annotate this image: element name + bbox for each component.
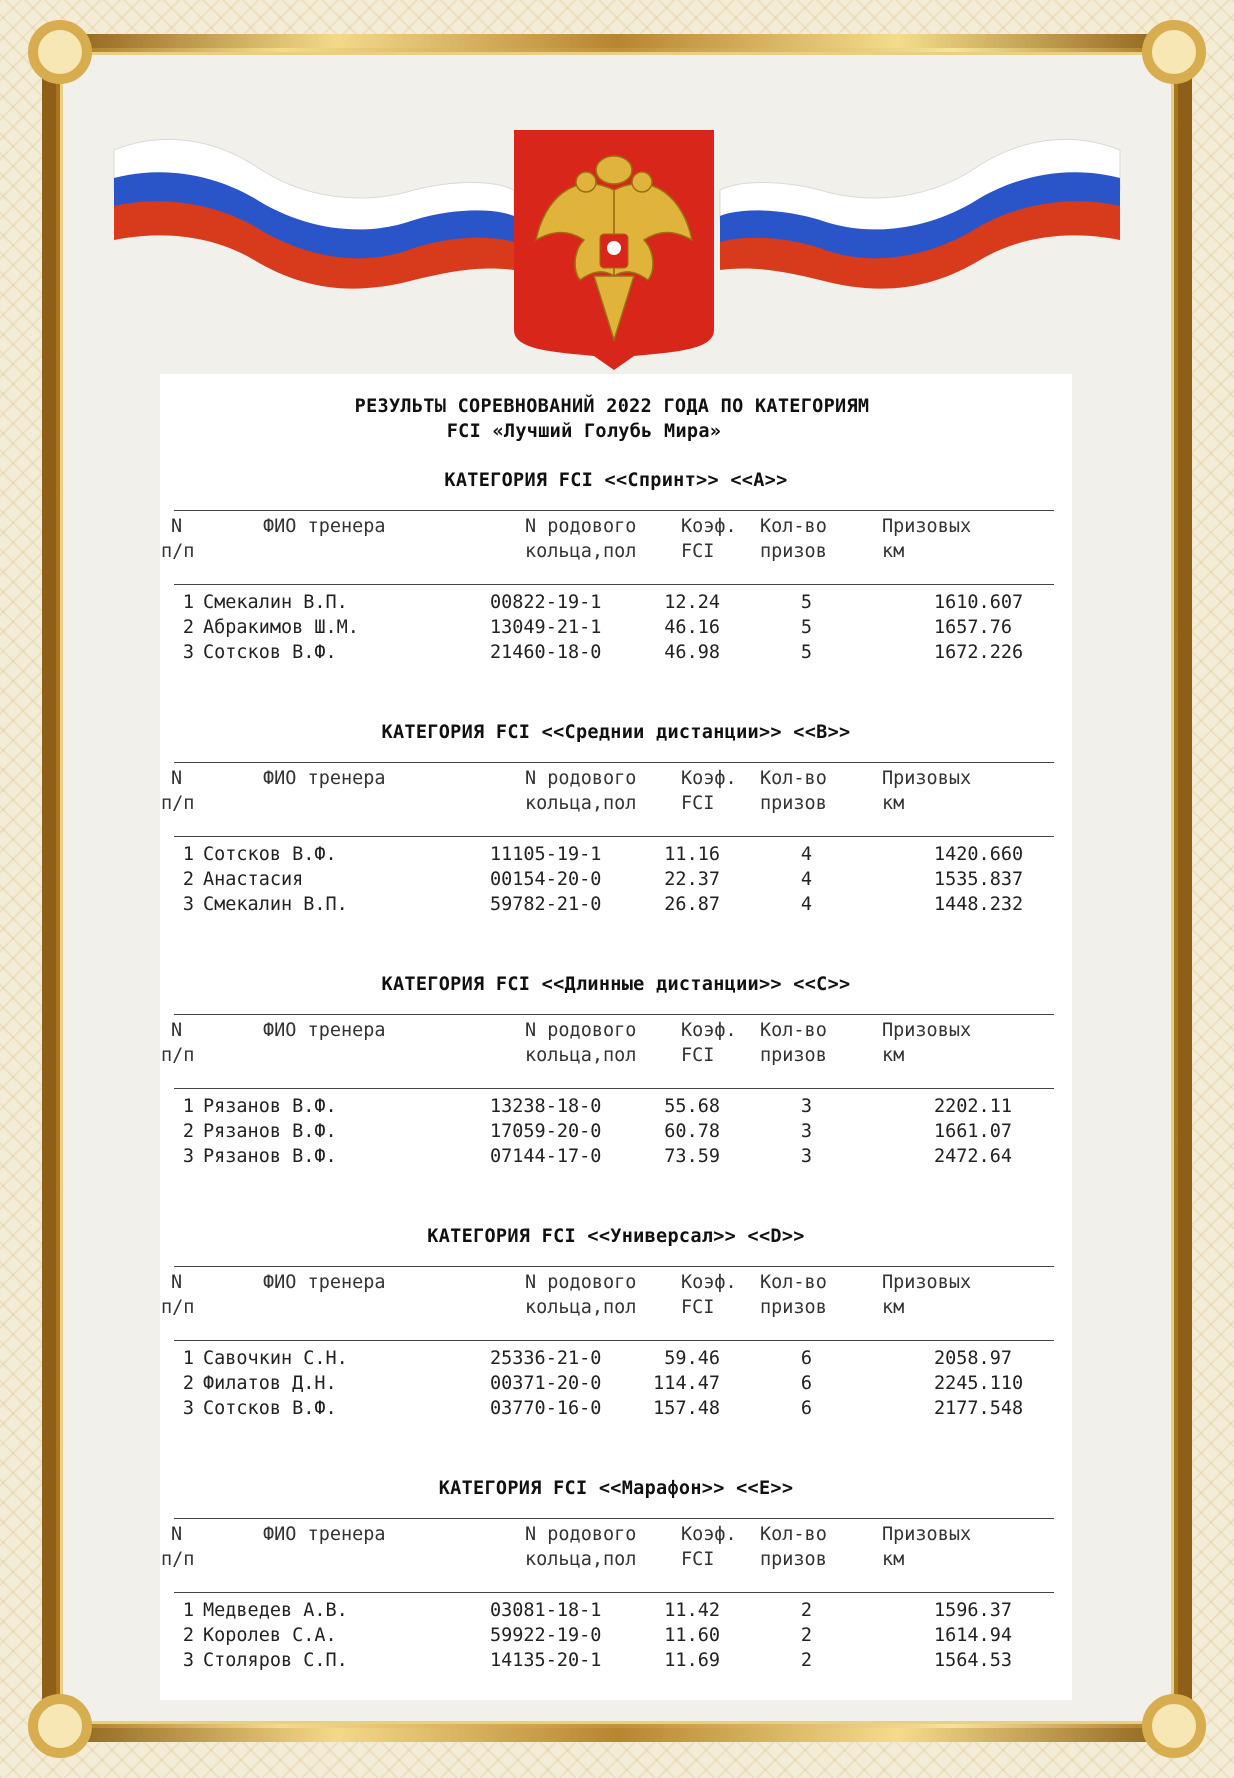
cell-name: Савочкин С.Н. — [203, 1348, 348, 1369]
cell-ring: 11105-19-1 — [490, 844, 602, 865]
category-section — [160, 1478, 1072, 1708]
cell-n: 3 — [182, 1146, 194, 1167]
column-header: кольца,пол — [525, 541, 637, 562]
cell-ring: 07144-17-0 — [490, 1146, 602, 1167]
cell-km: 1657.76 — [934, 617, 1012, 638]
table-rule — [174, 1518, 1054, 1519]
cell-prizes: 5 — [800, 592, 812, 613]
cell-prizes: 2 — [800, 1650, 812, 1671]
cell-coef: 22.37 — [664, 869, 720, 890]
table-rule — [174, 1340, 1054, 1341]
cell-ring: 25336-21-0 — [490, 1348, 602, 1369]
cell-prizes: 3 — [800, 1146, 812, 1167]
cell-n: 3 — [182, 1398, 194, 1419]
cell-n: 3 — [182, 642, 194, 663]
cell-n: 2 — [182, 1373, 194, 1394]
cell-coef: 11.60 — [664, 1625, 720, 1646]
column-header: N родового — [525, 1020, 637, 1041]
document-subtitle: FCI «Лучший Голубь Мира» — [446, 421, 722, 442]
cell-prizes: 3 — [800, 1096, 812, 1117]
cell-km: 1448.232 — [934, 894, 1024, 915]
category-title: КАТЕГОРИЯ FCI <<Марафон>> <<E>> — [438, 1478, 794, 1499]
column-header: км — [882, 1045, 905, 1066]
cell-km: 1535.837 — [934, 869, 1024, 890]
column-header: Кол-во — [760, 1272, 827, 1293]
cell-prizes: 6 — [800, 1398, 812, 1419]
cell-name: Столяров С.П. — [203, 1650, 348, 1671]
cell-ring: 13238-18-0 — [490, 1096, 602, 1117]
cell-name: Сотсков В.Ф. — [203, 642, 337, 663]
column-header: N родового — [525, 516, 637, 537]
cell-km: 2202.11 — [934, 1096, 1012, 1117]
cell-ring: 59782-21-0 — [490, 894, 602, 915]
column-header: N — [171, 1524, 183, 1545]
column-header: Коэф. — [681, 768, 737, 789]
column-header: Призовых — [882, 1272, 972, 1293]
cell-coef: 59.46 — [664, 1348, 720, 1369]
cell-n: 3 — [182, 1650, 194, 1671]
cell-km: 1614.94 — [934, 1625, 1012, 1646]
column-header: п/п — [161, 793, 195, 814]
cell-coef: 46.98 — [664, 642, 720, 663]
cell-ring: 59922-19-0 — [490, 1625, 602, 1646]
column-header: кольца,пол — [525, 1297, 637, 1318]
russian-flag-ribbon-right — [710, 120, 1130, 300]
cell-km: 2177.548 — [934, 1398, 1024, 1419]
cell-ring: 17059-20-0 — [490, 1121, 602, 1142]
cell-n: 2 — [182, 1121, 194, 1142]
cell-n: 1 — [182, 844, 194, 865]
column-header: Призовых — [882, 516, 972, 537]
cell-name: Анастасия — [203, 869, 304, 890]
cell-name: Королев С.А. — [203, 1625, 337, 1646]
column-header: Призовых — [882, 1020, 972, 1041]
cell-n: 1 — [182, 1348, 194, 1369]
column-header: Кол-во — [760, 516, 827, 537]
cell-n: 2 — [182, 869, 194, 890]
column-header: Коэф. — [681, 1020, 737, 1041]
cell-coef: 26.87 — [664, 894, 720, 915]
cell-km: 2472.64 — [934, 1146, 1012, 1167]
cell-km: 1661.07 — [934, 1121, 1012, 1142]
cell-prizes: 6 — [800, 1348, 812, 1369]
cell-prizes: 5 — [800, 642, 812, 663]
column-header: Призовых — [882, 768, 972, 789]
category-section — [160, 1226, 1072, 1456]
column-header: ФИО тренера — [263, 1524, 386, 1545]
cell-ring: 03770-16-0 — [490, 1398, 602, 1419]
table-rule — [174, 836, 1054, 837]
column-header: ФИО тренера — [263, 1272, 386, 1293]
cell-name: Сотсков В.Ф. — [203, 1398, 337, 1419]
russian-flag-ribbon-left — [104, 120, 524, 300]
cell-n: 1 — [182, 592, 194, 613]
frame-corner-ornament — [1142, 1694, 1206, 1758]
cell-ring: 03081-18-1 — [490, 1600, 602, 1621]
cell-name: Рязанов В.Ф. — [203, 1096, 337, 1117]
cell-prizes: 3 — [800, 1121, 812, 1142]
column-header: N — [171, 1020, 183, 1041]
cell-name: Смекалин В.П. — [203, 592, 348, 613]
table-rule — [174, 762, 1054, 763]
cell-prizes: 2 — [800, 1600, 812, 1621]
cell-km: 1610.607 — [934, 592, 1024, 613]
column-header: ФИО тренера — [263, 516, 386, 537]
cell-name: Рязанов В.Ф. — [203, 1146, 337, 1167]
cell-km: 1564.53 — [934, 1650, 1012, 1671]
frame-corner-ornament — [28, 20, 92, 84]
column-header: FCI — [681, 1045, 715, 1066]
column-header: км — [882, 1297, 905, 1318]
column-header: Кол-во — [760, 1020, 827, 1041]
document-title: РЕЗУЛЬТЫ СОРЕВНОВАНИЙ 2022 ГОДА ПО КАТЕГОРИЯМ — [354, 396, 870, 417]
column-header: Призовых — [882, 1524, 972, 1545]
column-header: п/п — [161, 1549, 195, 1570]
column-header: км — [882, 793, 905, 814]
cell-name: Рязанов В.Ф. — [203, 1121, 337, 1142]
cell-ring: 14135-20-1 — [490, 1650, 602, 1671]
table-rule — [174, 1592, 1054, 1593]
cell-coef: 46.16 — [664, 617, 720, 638]
column-header: призов — [760, 1297, 827, 1318]
results-document — [160, 374, 1072, 1700]
cell-name: Медведев А.В. — [203, 1600, 348, 1621]
frame-corner-ornament — [1142, 20, 1206, 84]
column-header: FCI — [681, 541, 715, 562]
cell-name: Абракимов Ш.М. — [203, 617, 359, 638]
cell-coef: 157.48 — [653, 1398, 720, 1419]
table-rule — [174, 1266, 1054, 1267]
column-header: FCI — [681, 793, 715, 814]
cell-km: 2058.97 — [934, 1348, 1012, 1369]
column-header: N родового — [525, 1272, 637, 1293]
column-header: км — [882, 541, 905, 562]
column-header: кольца,пол — [525, 793, 637, 814]
column-header: п/п — [161, 1045, 195, 1066]
category-title: КАТЕГОРИЯ FCI <<Среднии дистанции>> <<B>> — [381, 722, 851, 743]
cell-coef: 55.68 — [664, 1096, 720, 1117]
category-title: КАТЕГОРИЯ FCI <<Длинные дистанции>> <<C>> — [381, 974, 851, 995]
column-header: Коэф. — [681, 1524, 737, 1545]
cell-name: Смекалин В.П. — [203, 894, 348, 915]
cell-prizes: 4 — [800, 894, 812, 915]
cell-ring: 00154-20-0 — [490, 869, 602, 890]
cell-km: 1672.226 — [934, 642, 1024, 663]
category-section — [160, 470, 1072, 700]
cell-prizes: 2 — [800, 1625, 812, 1646]
cell-prizes: 4 — [800, 869, 812, 890]
cell-ring: 21460-18-0 — [490, 642, 602, 663]
column-header: призов — [760, 1045, 827, 1066]
cell-coef: 11.16 — [664, 844, 720, 865]
cell-coef: 11.69 — [664, 1650, 720, 1671]
column-header: км — [882, 1549, 905, 1570]
cell-km: 2245.110 — [934, 1373, 1024, 1394]
cell-coef: 114.47 — [653, 1373, 720, 1394]
column-header: призов — [760, 541, 827, 562]
cell-prizes: 5 — [800, 617, 812, 638]
column-header: FCI — [681, 1549, 715, 1570]
cell-n: 2 — [182, 1625, 194, 1646]
cell-ring: 00822-19-1 — [490, 592, 602, 613]
column-header: призов — [760, 793, 827, 814]
cell-prizes: 4 — [800, 844, 812, 865]
column-header: N — [171, 768, 183, 789]
category-title: КАТЕГОРИЯ FCI <<Универсал>> <<D>> — [427, 1226, 805, 1247]
cell-ring: 00371-20-0 — [490, 1373, 602, 1394]
cell-name: Филатов Д.Н. — [203, 1373, 337, 1394]
column-header: N — [171, 1272, 183, 1293]
column-header: Коэф. — [681, 516, 737, 537]
coat-of-arms-emblem — [514, 130, 714, 370]
category-section — [160, 722, 1072, 952]
column-header: Кол-во — [760, 1524, 827, 1545]
category-title: КАТЕГОРИЯ FCI <<Спринт>> <<A>> — [444, 470, 788, 491]
column-header: Коэф. — [681, 1272, 737, 1293]
column-header: кольца,пол — [525, 1549, 637, 1570]
cell-ring: 13049-21-1 — [490, 617, 602, 638]
column-header: п/п — [161, 541, 195, 562]
column-header: ФИО тренера — [263, 1020, 386, 1041]
cell-name: Сотсков В.Ф. — [203, 844, 337, 865]
cell-n: 1 — [182, 1096, 194, 1117]
cell-coef: 73.59 — [664, 1146, 720, 1167]
column-header: N родового — [525, 768, 637, 789]
column-header: N родового — [525, 1524, 637, 1545]
table-rule — [174, 510, 1054, 511]
table-rule — [174, 584, 1054, 585]
cell-coef: 12.24 — [664, 592, 720, 613]
table-rule — [174, 1014, 1054, 1015]
column-header: ФИО тренера — [263, 768, 386, 789]
cell-km: 1420.660 — [934, 844, 1024, 865]
cell-km: 1596.37 — [934, 1600, 1012, 1621]
column-header: п/п — [161, 1297, 195, 1318]
frame-corner-ornament — [28, 1694, 92, 1758]
column-header: FCI — [681, 1297, 715, 1318]
cell-prizes: 6 — [800, 1373, 812, 1394]
cell-coef: 11.42 — [664, 1600, 720, 1621]
column-header: призов — [760, 1549, 827, 1570]
column-header: Кол-во — [760, 768, 827, 789]
column-header: кольца,пол — [525, 1045, 637, 1066]
cell-n: 1 — [182, 1600, 194, 1621]
column-header: N — [171, 516, 183, 537]
cell-n: 2 — [182, 617, 194, 638]
cell-coef: 60.78 — [664, 1121, 720, 1142]
cell-n: 3 — [182, 894, 194, 915]
table-rule — [174, 1088, 1054, 1089]
category-section — [160, 974, 1072, 1204]
